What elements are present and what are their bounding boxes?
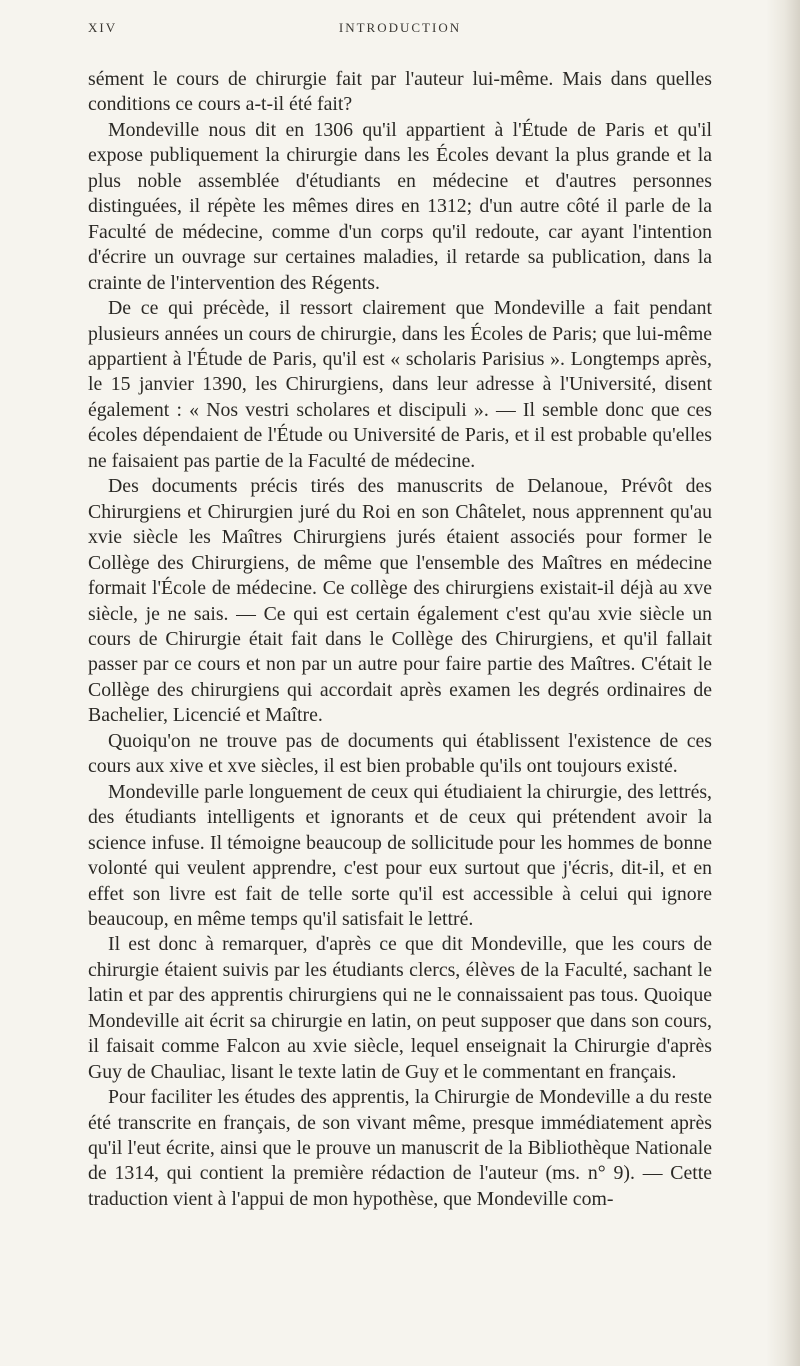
paragraph-2: Mondeville nous dit en 1306 qu'il appartient à l'Étude de Paris et qu'il expose publiquement la chirurgie dans les Écoles devant la plus grande et la plus noble assemblée d'étudiants en médecine et d'autres personnes distinguées, il répète les mêmes dires en 1312; d'un autre côté il parle de la Faculté de médecine, comme d'un corps qu'il redoute, car ayant l'intention d'écrire un ouvrage sur certaines maladies, il retarde sa publication, dans la crainte de l'intervention des Régents. (88, 118, 712, 294)
paragraph-5: Quoiqu'on ne trouve pas de documents qui établissent l'existence de ces cours aux xive et xve siècles, il est bien probable qu'ils ont toujours existé. (88, 729, 712, 778)
paragraph-3: De ce qui précède, il ressort clairement que Mondeville a fait pendant plusieurs années un cours de chirurgie, dans les Écoles de Paris; que lui-même appartient à l'Étude de Paris, qu'il est « scholaris Parisius ». Longtemps après, le 15 janvier 1390, les Chirurgiens, dans leur adresse à l'Université, disent également : « Nos vestri scholares et discipuli ». — Il semble donc que ces écoles dépendaient de l'Étude ou Université de Paris, et il est probable qu'elles ne faisaient pas partie de la Faculté de médecine. (88, 297, 712, 472)
paragraph-1: sément le cours de chirurgie fait par l'auteur lui-même. Mais dans quelles conditions ce cours a-t-il été fait? (88, 68, 712, 116)
page-number: XIV (88, 20, 118, 35)
paragraph-6: Mondeville parle longuement de ceux qui étudiaient la chirurgie, des lettrés, des étudiants intelligents et ignorants et de ceux qui prétendent avoir la science infuse. Il témoigne beaucoup de sollicitude pour les hommes de bonne volonté qui veulent apprendre, c'est pour eux surtout que j'écris, dit-il, et en effet son livre est fait de telle sorte qu'il est accessible à celui qui ignore beaucoup, en même temps qu'il satisfait le lettré. (88, 780, 712, 930)
body-text (88, 67, 712, 1212)
paragraph-8: Pour faciliter les études des apprentis, la Chirurgie de Mondeville a du reste été transcrite en français, de son vivant même, presque immédiatement après qu'il l'eut écrite, ainsi que le prouve un manuscrit de la Bibliothèque Nationale de 1314, qui contient la première rédaction de l'auteur (ms. n° 9). — Cette traduction vient à l'appui de mon hypothèse, que Mondeville com- (88, 1086, 712, 1210)
paragraph-7: Il est donc à remarquer, d'après ce que dit Mondeville, que les cours de chirurgie étaient suivis par les étudiants clercs, élèves de la Faculté, sachant le latin et par des apprentis chirurgiens qui ne le connaissaient pas tous. Quoique Mondeville ait écrit sa chirurgie en latin, on peut supposer que dans son cours, il faisait comme Falcon au xvie siècle, lequel enseignait la Chirurgie d'après Guy de Chauliac, lisant le texte latin de Guy et le commentant en français. (88, 933, 712, 1083)
running-title: INTRODUCTION (338, 20, 462, 35)
page-header (0, 20, 800, 50)
page-edge-shadow (766, 0, 800, 1366)
paragraph-4: Des documents précis tirés des manuscrits de Delanoue, Prévôt des Chirurgiens et Chirurgien juré du Roi en son Châtelet, nous apprennent qu'au xvie siècle les Maîtres Chirurgiens jurés étaient associés pour former le Collège des Chirurgiens, de même que l'ensemble des Maîtres en médecine formait l'École de médecine. Ce collège des chirurgiens existait-il déjà au xve siècle, je ne sais. — Ce qui est certain également c'est qu'au xvie siècle un cours de Chirurgie était fait dans le Collège des Chirurgiens, et qu'il fallait passer par ce cours et non par un autre pour faire partie des Maîtres. C'était le Collège des chirurgiens qui accordait après examen les degrés ordinaires de Bachelier, Licencié et Maître. (88, 475, 712, 727)
